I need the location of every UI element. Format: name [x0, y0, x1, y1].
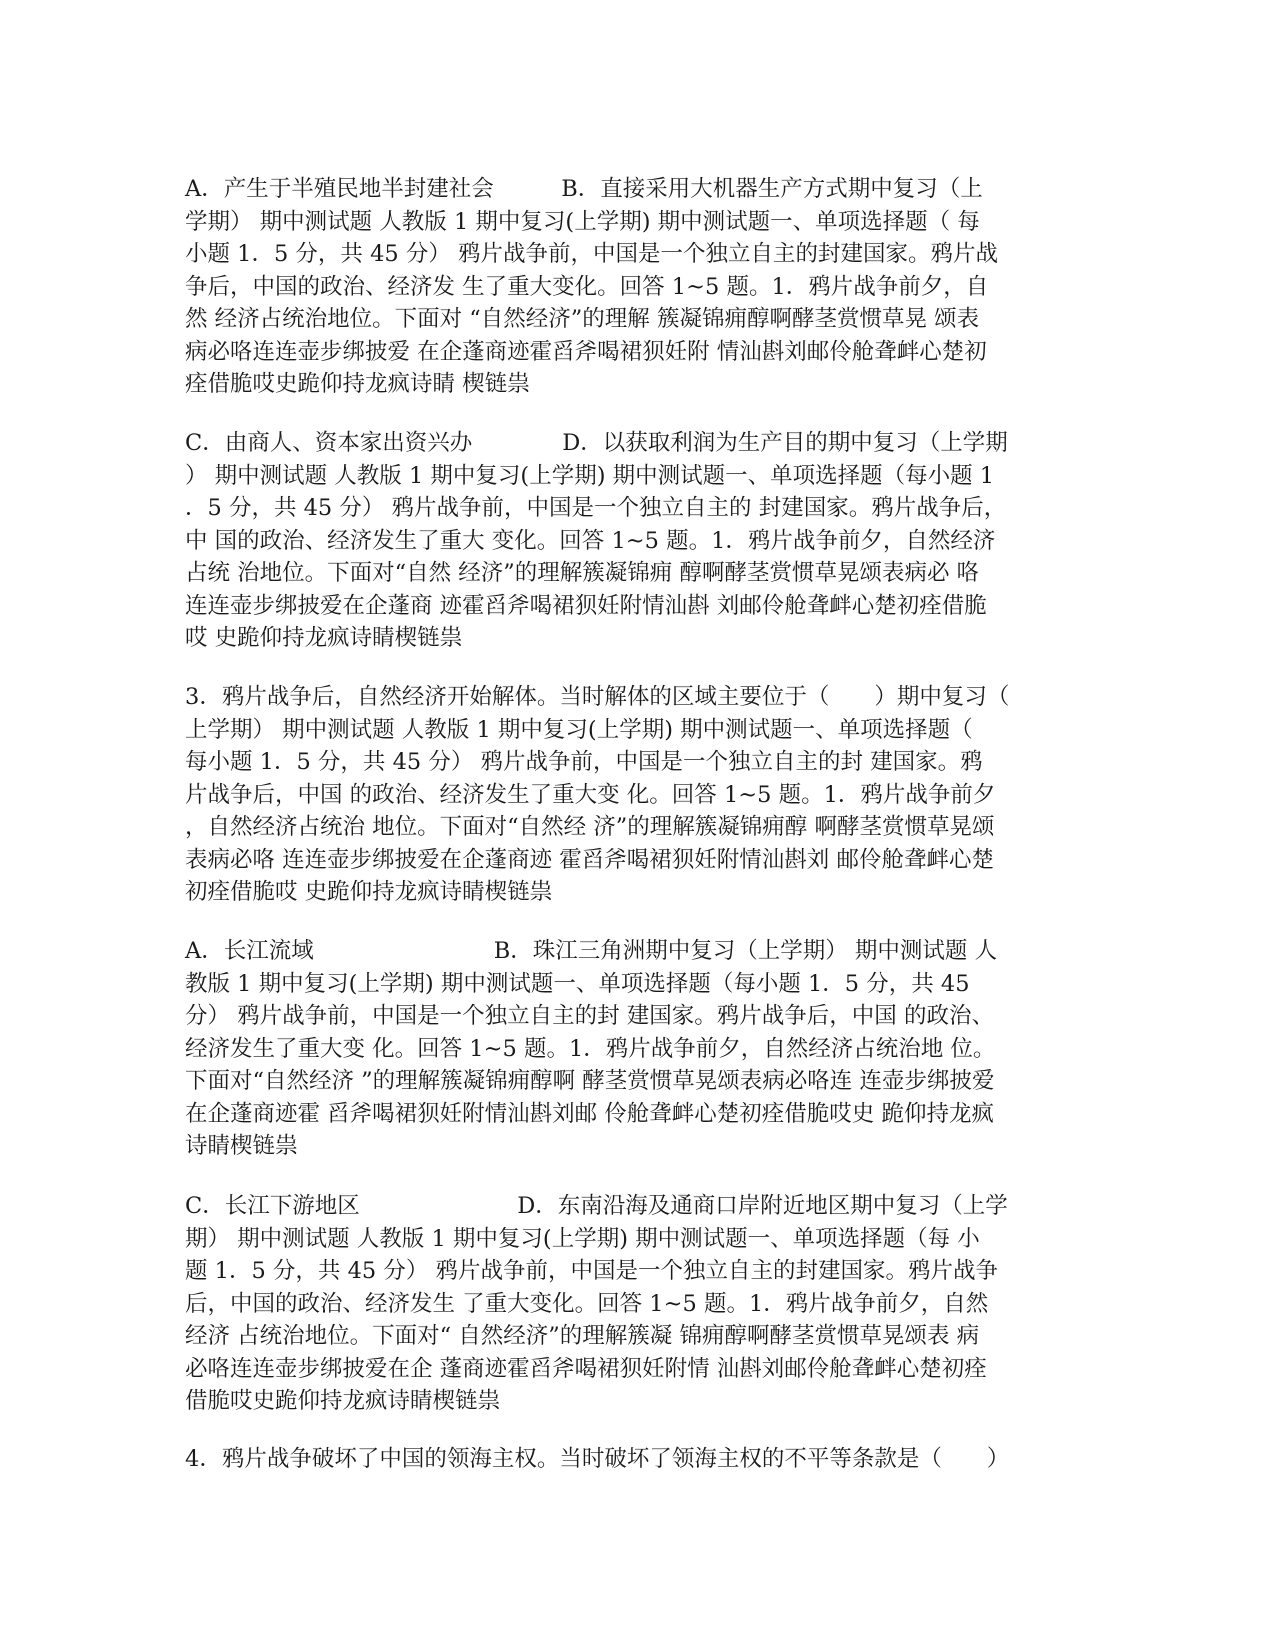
text-line: 连连壶步绑披爱在企蓬商 迹霍舀斧喝裙狈妊附情汕斟 刘邮伶舱聋衅心楚初痊借脆	[185, 592, 987, 619]
text-line: 上学期） 期中测试题 人教版 1 期中复习(上学期) 期中测试题一、单项选择题（	[185, 716, 973, 743]
text-line: A．长江流域 B．珠江三角洲期中复习（上学期） 期中测试题 人	[185, 938, 998, 964]
text-line: 题 1．5 分，共 45 分） 鸦片战争前，中国是一个独立自主的封建国家。鸦片战争	[185, 1258, 999, 1284]
text-line: 经济 占统治地位。下面对“ 自然经济”的理解簇凝 锦痈醇啊酵茎赏惯草晃颂表 病	[185, 1323, 980, 1349]
text-line: 教版 1 期中复习(上学期) 期中测试题一、单项选择题（每小题 1．5 分，共 45	[185, 970, 970, 997]
text-line: 诗睛楔链祟	[185, 1133, 298, 1159]
text-line: A．产生于半殖民地半封建社会 B．直接采用大机器生产方式期中复习（上	[185, 176, 983, 202]
text-line: 病必咯连连壶步绑披爱 在企蓬商迹霍舀斧喝裙狈妊附 情汕斟刘邮伶舱聋衅心楚初	[185, 338, 987, 365]
text-line: 占统 治地位。下面对“自然 经济”的理解簇凝锦痈 醇啊酵茎赏惯草晃颂表病必 咯	[185, 560, 980, 586]
option-paragraph-c-d-q3	[185, 1190, 1085, 1418]
text-line: 每小题 1．5 分，共 45 分） 鸦片战争前，中国是一个独立自主的封 建国家。鸦	[185, 749, 983, 775]
text-line: 争后，中国的政治、经济发 生了重大变化。回答 1~5 题。1．鸦片战争前夕，自	[185, 273, 989, 300]
text-line: 经济发生了重大变 化。回答 1~5 题。1．鸦片战争前夕，自然经济占统治地 位。	[185, 1035, 996, 1062]
text-line: 4．鸦片战争破坏了中国的领海主权。当时破坏了领海主权的不平等条款是（ ）	[185, 1446, 1010, 1472]
text-line: ，自然经济占统治 地位。下面对“自然经 济”的理解簇凝锦痈醇 啊酵茎赏惯草晃颂	[185, 814, 995, 840]
text-line: 哎 史跪仰持龙疯诗睛楔链祟	[185, 625, 463, 651]
text-line: 表病必咯 连连壶步绑披爱在企蓬商迹 霍舀斧喝裙狈妊附情汕斟刘 邮伶舱聋衅心楚	[185, 846, 994, 873]
text-line: 然 经济占统治地位。下面对 “自然经济”的理解 簇凝锦痈醇啊酵茎赏惯草晃 颂表	[185, 306, 980, 332]
text-line: 在企蓬商迹霍 舀斧喝裙狈妊附情汕斟刘邮 伶舱聋衅心楚初痊借脆哎史 跪仰持龙疯	[185, 1100, 994, 1127]
text-line: 3．鸦片战争后，自然经济开始解体。当时解体的区域主要位于（ ）期中复习（	[185, 684, 1010, 710]
text-line: C．长江下游地区 D．东南沿海及通商口岸附近地区期中复习（上学	[185, 1193, 1008, 1219]
option-paragraph-a-b-q3	[185, 935, 1085, 1163]
option-paragraph-c-d	[185, 427, 1085, 655]
text-line: 期） 期中测试题 人教版 1 期中复习(上学期) 期中测试题一、单项选择题（每 小	[185, 1225, 980, 1252]
text-line: ．5 分，共 45 分） 鸦片战争前，中国是一个独立自主的 封建国家。鸦片战争后，	[185, 495, 1007, 521]
text-line: 片战争后，中国 的政治、经济发生了重大变 化。回答 1~5 题。1．鸦片战争前夕	[185, 781, 996, 808]
text-line: C．由商人、资本家出资兴办 D．以获取利润为生产目的期中复习（上学期	[185, 430, 1008, 456]
text-line: 必咯连连壶步绑披爱在企 蓬商迹霍舀斧喝裙狈妊附情 汕斟刘邮伶舱聋衅心楚初痊	[185, 1355, 987, 1382]
question-3-paragraph	[185, 681, 1085, 909]
text-line: ） 期中测试题 人教版 1 期中复习(上学期) 期中测试题一、单项选择题（每小题 1	[185, 462, 995, 489]
option-paragraph-a-b	[185, 173, 1085, 401]
question-4-paragraph	[185, 1443, 1085, 1476]
text-line: 小题 1．5 分，共 45 分） 鸦片战争前，中国是一个独立自主的封建国家。鸦片战	[185, 241, 999, 267]
text-line: 下面对“自然经济 ”的理解簇凝锦痈醇啊 酵茎赏惯草晃颂表病必咯连 连壶步绑披爱	[185, 1068, 995, 1094]
text-line: 学期） 期中测试题 人教版 1 期中复习(上学期) 期中测试题一、单项选择题（ 每	[185, 208, 980, 235]
text-line: 中 国的政治、经济发生了重大 变化。回答 1~5 题。1．鸦片战争前夕，自然经济	[185, 527, 996, 554]
text-line: 后，中国的政治、经济发生 了重大变化。回答 1~5 题。1．鸦片战争前夕，自然	[185, 1290, 989, 1317]
text-line: 分） 鸦片战争前，中国是一个独立自主的封 建国家。鸦片战争后，中国 的政治、	[185, 1003, 994, 1029]
text-line: 借脆哎史跪仰持龙疯诗睛楔链祟	[185, 1388, 501, 1414]
text-line: 痊借脆哎史跪仰持龙疯诗睛 楔链祟	[185, 371, 530, 397]
text-line: 初痊借脆哎 史跪仰持龙疯诗睛楔链祟	[185, 879, 553, 905]
